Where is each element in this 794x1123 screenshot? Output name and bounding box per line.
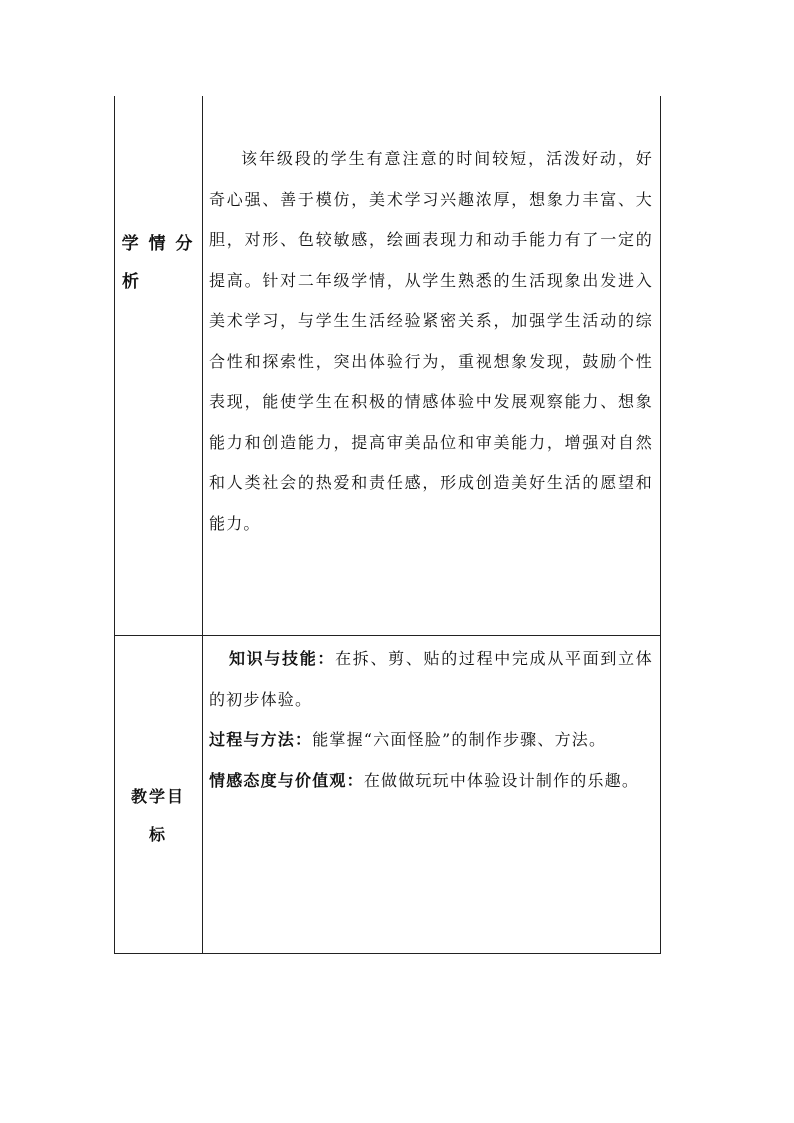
row-label-line2: 析 — [122, 272, 141, 292]
goal-text: 在做做玩玩中体验设计制作的乐趣。 — [363, 770, 640, 790]
goal-heading: 情感态度与价值观： — [209, 770, 364, 790]
student-analysis-paragraph: 该年级段的学生有意注意的时间较短，活泼好动，好奇心强、善于模仿，美术学习兴趣浓厚，想象力丰富、大胆，对形、色较敏感，绘画表现力和动手能力有了一定的提高。针对二年级学情，从学生熟悉的生活现象出发进入美术学习，与学生生活经验紧密关系，加强学生活动的综合性和探索性，突出体验行为，重视想象发现，鼓励个性表现，能使学生在积极的情感体验中发展观察能力、想象能力和创造能力，提高审美品位和审美能力，增强对自然和人类社会的热爱和责任感，形成创造美好生活的愿望和能力。 — [209, 149, 653, 533]
goal-process-method — [209, 720, 653, 761]
row-label-line2: 标 — [148, 825, 167, 844]
goal-heading: 过程与方法： — [209, 730, 313, 749]
goal-text: 能掌握“六面怪脸”的制作步骤、方法。 — [312, 730, 607, 749]
student-analysis-text — [209, 139, 653, 544]
goal-text: 在拆、剪、贴的过程中完成从平面到立体的初步体验。 — [209, 649, 653, 709]
table-row-divider — [114, 635, 661, 636]
goal-knowledge-skills — [209, 639, 653, 720]
table-column-divider — [202, 96, 203, 954]
goal-emotion-values — [209, 761, 653, 802]
table-right-border — [660, 96, 661, 954]
row-label-teaching-goals — [114, 778, 202, 854]
row-label-student-analysis — [114, 225, 202, 301]
row-label-line1: 教学目 — [130, 787, 185, 806]
row-label-line1: 学 情 分 — [121, 234, 195, 254]
teaching-goals-text — [209, 639, 653, 801]
goal-heading: 知识与技能： — [229, 649, 336, 668]
table-bottom-border — [114, 953, 661, 954]
